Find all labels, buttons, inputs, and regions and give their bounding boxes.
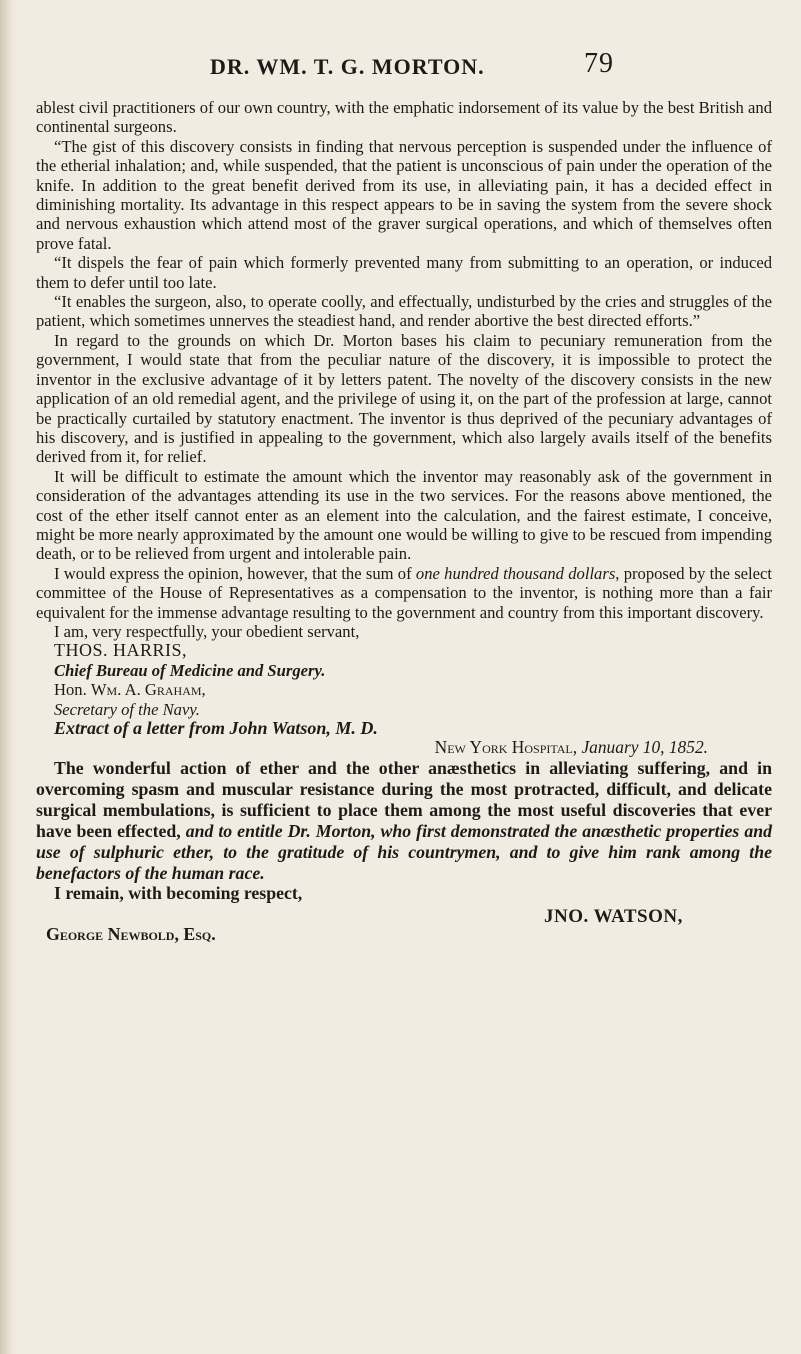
page-body xyxy=(36,98,773,945)
extract-heading: Extract of a letter from John Watson, M. D. xyxy=(54,718,378,738)
letter-closing: I am, very respectfully, your obedient servant, xyxy=(54,621,360,641)
dateline: New York Hospital, January 10, 1852. xyxy=(434,737,708,758)
page-number: 79 xyxy=(584,48,614,79)
letter-harris xyxy=(36,98,772,719)
paragraph: “It enables the surgeon, also, to operate coolly, and effectually, undisturbed by the cries and struggles of the patient, which sometimes unnerves the steadiest hand, and render abortive the best directed efforts.” xyxy=(36,292,772,331)
signature-watson: JNO. WATSON, xyxy=(544,906,683,928)
paragraph: “The gist of this discovery consists in finding that nervous perception is suspended under the influence of the etherial inhalation; and, while suspended, that the patient is unconscious of pain under the operation of the knife. In addition to the great benefit derived from its use, in alleviating pain, it has a decided effect in diminishing mortality. Its advantage in this respect appears to be in saving the system from the severe shock and nervous exhaustion which attend most of the graver surgical operations, and which of themselves often prove fatal. xyxy=(36,136,772,253)
paragraph: “It dispels the fear of pain which formerly prevented many from submitting to an operation, or induced them to defer until too late. xyxy=(36,253,772,292)
addressee-title: Secretary of the Navy. xyxy=(54,699,200,719)
paragraph-compensation: I would express the opinion, however, that the sum of one hundred thousand dollars, proposed by the select committee of the House of Representatives as a compensation to the inventor, is nothing more than a fair equivalent for the immense advantage resulting to the government and country from this important discovery. xyxy=(36,563,773,622)
paragraph: In regard to the grounds on which Dr. Morton bases his claim to pecuniary remuneration from the government, I would state that from the peculiar nature of the discovery, it is impossible to protect the inventor in the exclusive advantage of it by letters patent. The novelty of the discovery consists in the new application of an old remedial agent, and the privilege of using it, on the part of the profession at large, cannot be practically curtailed by statutory enactment. The inventor is thus deprived of the pecuniary advantages of his discovery, and is justified in appealing to the government, which also largely avails itself of the benefits derived from it, for relief. xyxy=(36,330,772,467)
signature-row xyxy=(36,903,772,945)
paragraph: ablest civil practitioners of our own country, with the emphatic indorsement of its value by the best British and continental surgeons. xyxy=(36,98,772,137)
page-header xyxy=(210,48,630,82)
addressee-newbold: George Newbold, Esq. xyxy=(46,924,216,945)
signer-title: Chief Bureau of Medicine and Surgery. xyxy=(54,660,326,680)
page-gutter-shadow xyxy=(0,0,16,1354)
paragraph: It will be difficult to estimate the amount which the inventor may reasonably ask of the government in consideration of the advantages attending its use in the two services. For the reasons above mentioned, the cost of the ether itself cannot enter as an element into the calculation, and the fairest estimate, I conceive, might be more nearly approximated by the amount one would be willing to give to be rescued from impending death, or to be relieved from urgent and intolerable pain. xyxy=(36,466,772,564)
running-head: DR. WM. T. G. MORTON. xyxy=(210,54,485,79)
extract-watson xyxy=(36,718,772,945)
emphasized-passage: and to entitle Dr. Morton, who first demonstrated the anæsthetic properties and use of sulphuric ether, to the gratitude of his countrymen, and to give him rank among the benefactors of the human race. xyxy=(36,820,772,883)
addressee-graham: Hon. Wm. A. Graham, xyxy=(54,680,206,700)
emphasized-amount: one hundred thousand dollars xyxy=(415,563,616,583)
extract-closing: I remain, with becoming respect, xyxy=(54,882,303,903)
extract-body: The wonderful action of ether and the other anæsthetics in alleviating suffering, and in overcoming spasm and muscular resistance during the most protracted, difficult, and delicate surgical membulations, is sufficient to place them among the most useful discoveries that ever have been effected, and to entitle Dr. Morton, who first demonstrated the anæsthetic properties and use of sulphuric ether, to the gratitude of his countrymen, and to give him rank among the benefactors of the human race. xyxy=(36,757,772,883)
signature-harris: THOS. HARRIS, xyxy=(54,640,188,661)
